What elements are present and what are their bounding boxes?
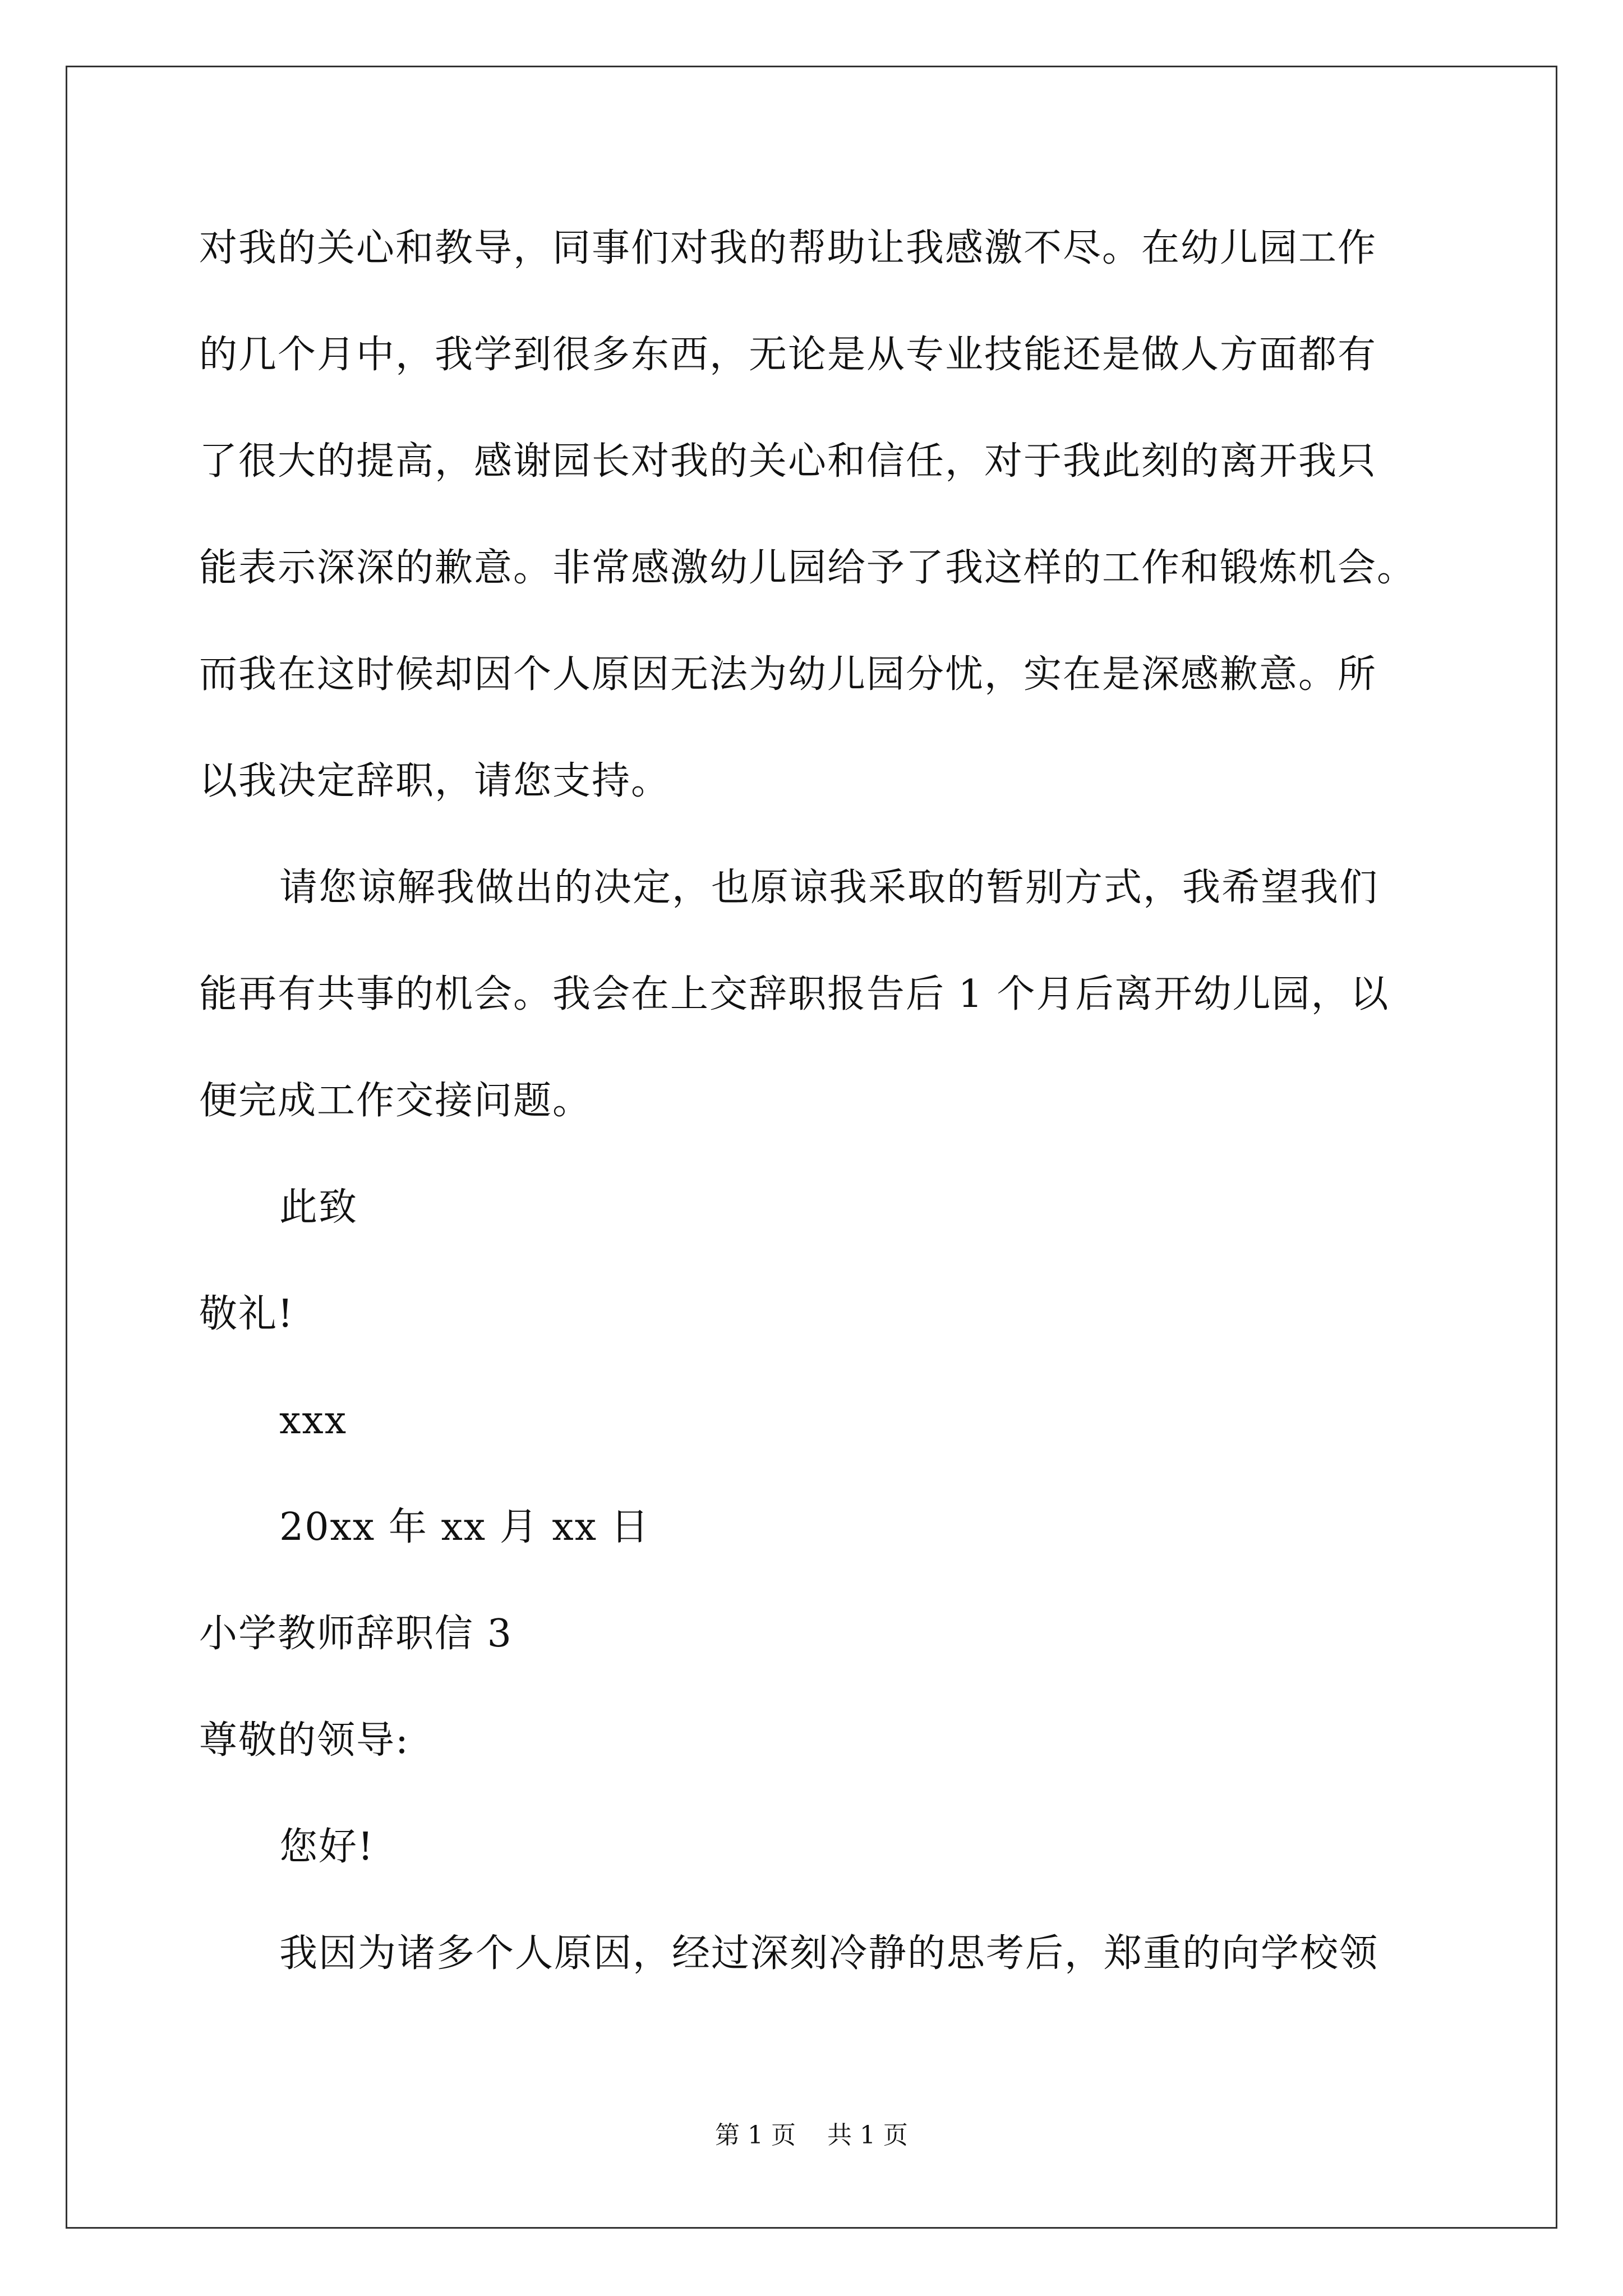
section-title: 小学教师辞职信 3 xyxy=(199,1612,513,1656)
page-footer: 第 1 页 共 1 页 xyxy=(715,2121,908,2150)
body-line-9: 便完成工作交接问题。 xyxy=(199,1079,592,1123)
closing-regards: 敬礼! xyxy=(199,1292,294,1336)
body-line-5: 而我在这时候却因个人原因无法为幼儿园分忧，实在是深感歉意。所 xyxy=(199,652,1377,697)
body-line-2: 的几个月中，我学到很多东西，无论是从专业技能还是做人方面都有 xyxy=(199,333,1377,377)
body-line-7: 请您谅解我做出的决定，也原谅我采取的暂别方式，我希望我们 xyxy=(279,866,1379,910)
body-line-17: 我因为诸多个人原因，经过深刻冷静的思考后，郑重的向学校领 xyxy=(279,1931,1379,1976)
body-line-6: 以我决定辞职，请您支持。 xyxy=(199,759,671,803)
page-border xyxy=(66,66,1557,2229)
body-line-3: 了很大的提高，感谢园长对我的关心和信任，对于我此刻的离开我只 xyxy=(199,439,1377,484)
body-line-4: 能表示深深的歉意。非常感激幼儿园给予了我这样的工作和锻炼机会。 xyxy=(199,546,1417,590)
signature-name: xxx xyxy=(279,1398,348,1443)
body-line-8: 能再有共事的机会。我会在上交辞职报告后 1 个月后离开幼儿园，以 xyxy=(199,972,1390,1016)
letter-hello: 您好! xyxy=(279,1825,375,1869)
letter-greeting: 尊敬的领导: xyxy=(199,1718,409,1763)
closing-salutation: 此致 xyxy=(279,1185,358,1230)
body-line-1: 对我的关心和教导，同事们对我的帮助让我感激不尽。在幼儿园工作 xyxy=(199,226,1377,270)
signature-date: 20xx 年 xx 月 xx 日 xyxy=(279,1505,650,1549)
